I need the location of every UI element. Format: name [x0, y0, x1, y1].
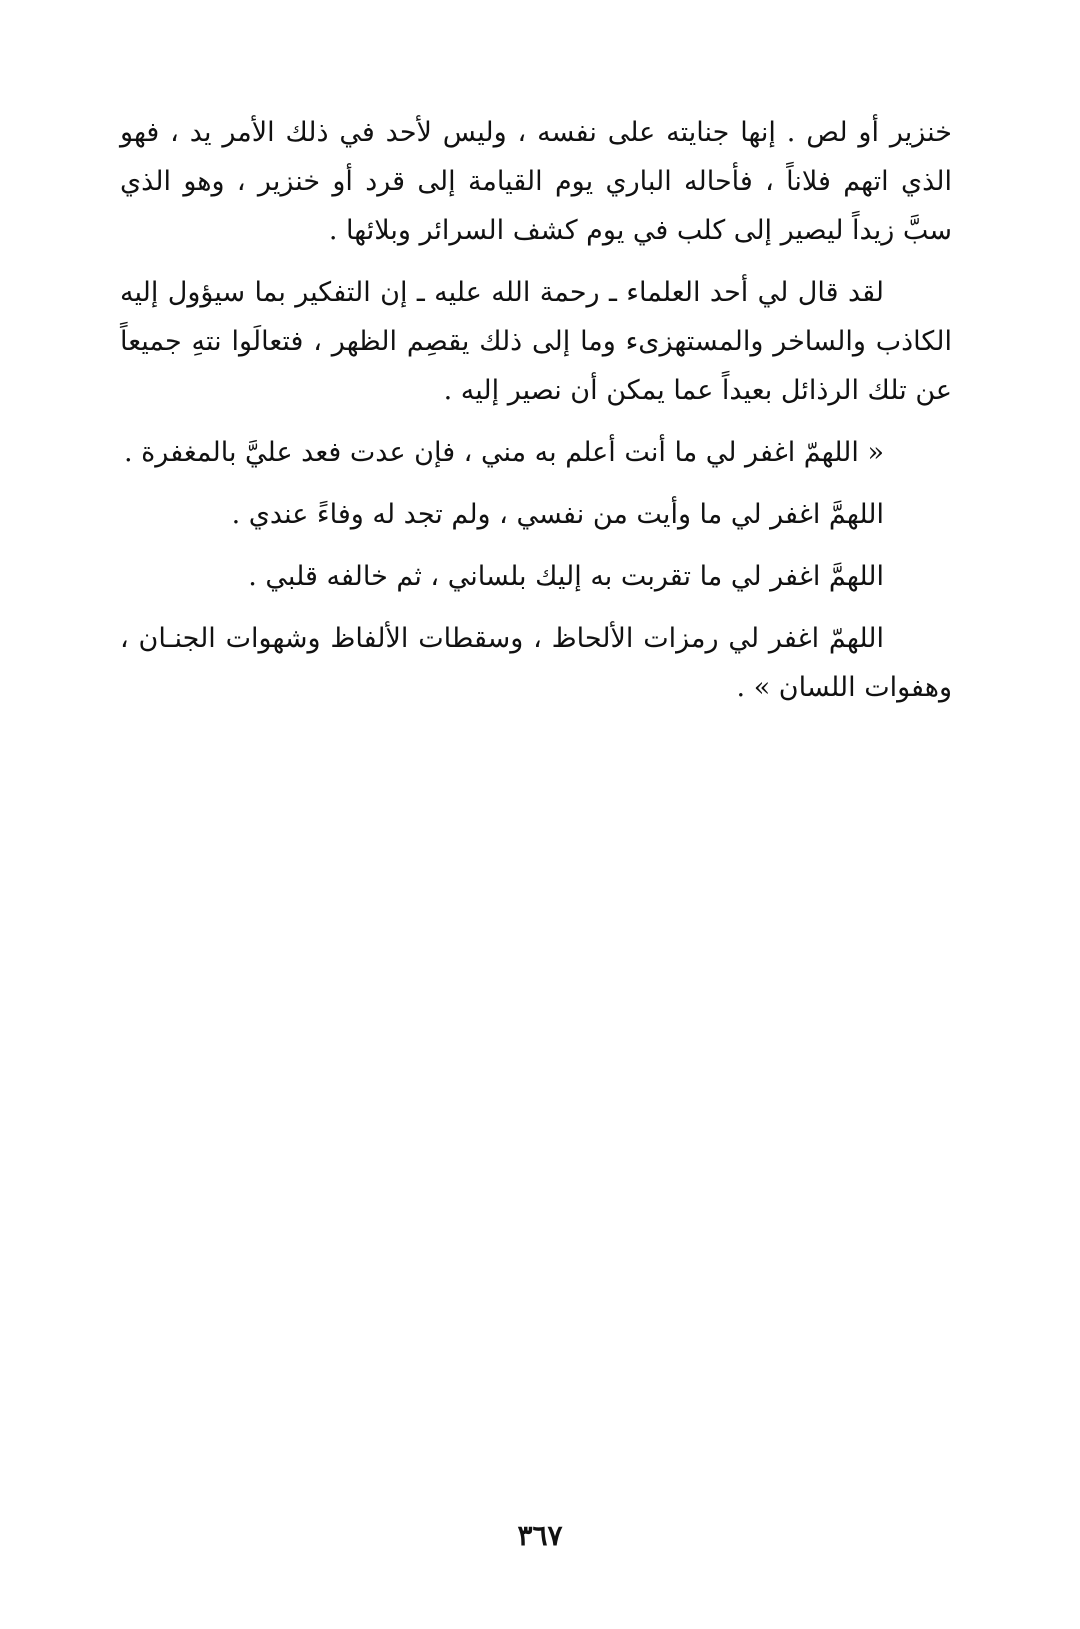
prayer-line-2: اللهمَّ اغفر لي ما وأيت من نفسي ، ولم تجد له وفاءً عندي .: [231, 499, 884, 530]
paragraph-scholar-advice: لقد قال لي أحد العلماء ـ رحمة الله عليه ـ إن التفكير بما سيؤول إليه الكاذب والساخر والمستهزىء وما إلى ذلك يقصِم الظهر ، فتعالَوا نتهِ جميعاً عن تلك الرذائل بعيداً عما يمكن أن نصير إليه .: [120, 277, 952, 406]
prayer-line-4: اللهمّ اغفر لي رمزات الألحاظ ، وسقطات الألفاظ وشهوات الجنـان ، وهفوات اللسان » .: [120, 623, 952, 703]
prayer-line-3: اللهمَّ اغفر لي ما تقربت به إليك بلساني ، ثم خالفه قلبي .: [248, 561, 884, 592]
prayer-line-1: « اللهمّ اغفر لي ما أنت أعلم به مني ، فإن عدت فعد عليَّ بالمغفرة .: [123, 437, 884, 468]
page-body: [120, 108, 952, 712]
page-number: ٣٦٧: [517, 1519, 563, 1552]
paragraph-continuation: خنزير أو لص . إنها جنايته على نفسه ، وليس لأحد في ذلك الأمر يد ، فهو الذي اتهم فلاناً ، فأحاله الباري يوم القيامة إلى قرد أو خنزير ، وهو الذي سبَّ زيداً ليصير إلى كلب في يوم كشف السرائر وبلائها .: [120, 117, 952, 246]
